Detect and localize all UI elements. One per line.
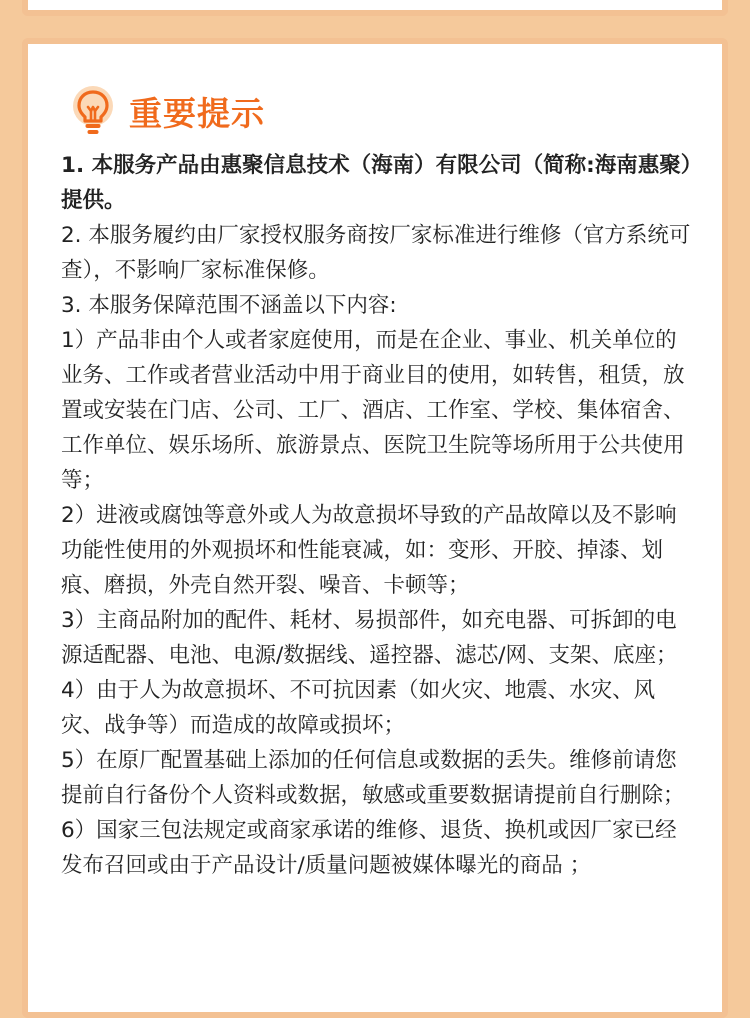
notice-paragraph: 5）在原厂配置基础上添加的任何信息或数据的丢失。维修前请您提前自行备份个人资料或数据，敏感或重要数据请提前自行删除； — [61, 748, 685, 808]
notice-paragraph: 3）主商品附加的配件、耗材、易损部件，如充电器、可拆卸的电源适配器、电池、电源/数据线、遥控器、滤芯/网、支架、底座； — [61, 608, 678, 668]
notice-paragraph: 4）由于人为故意损坏、不可抗因素（如火灾、地震、水灾、风灾、战争等）而造成的故障或损坏； — [61, 678, 656, 738]
important-notice-card — [22, 38, 728, 1018]
notice-paragraph: 2. 本服务履约由厂家授权服务商按厂家标准进行维修（官方系统可查），不影响厂家标准保修。 — [61, 223, 691, 283]
lightbulb-icon — [71, 86, 115, 136]
notice-title: 重要提示 — [129, 93, 265, 133]
previous-card — [22, 0, 728, 16]
notice-content — [61, 148, 696, 883]
notice-paragraph: 3. 本服务保障范围不涵盖以下内容: — [61, 293, 397, 318]
notice-paragraph: 1）产品非由个人或者家庭使用，而是在企业、事业、机关单位的业务、工作或者营业活动中用于商业目的使用，如转售，租赁，放置或安装在门店、公司、工厂、酒店、工作室、学校、集体宿舍、工作单位、娱乐场所、旅游景点、医院卫生院等场所用于公共使用等； — [61, 328, 685, 493]
notice-header — [71, 82, 696, 140]
notice-paragraph: 6）国家三包法规定或商家承诺的维修、退货、换机或因厂家已经发布召回或由于产品设计/质量问题被媒体曝光的商品 ； — [61, 818, 677, 878]
notice-paragraph: 2）进液或腐蚀等意外或人为故意损坏导致的产品故障以及不影响功能性使用的外观损坏和性能衰减，如：变形、开胶、掉漆、划痕、磨损，外壳自然开裂、噪音、卡顿等； — [61, 503, 677, 598]
notice-paragraph: 1. 本服务产品由惠聚信息技术（海南）有限公司（简称:海南惠聚）提供。 — [61, 153, 692, 213]
